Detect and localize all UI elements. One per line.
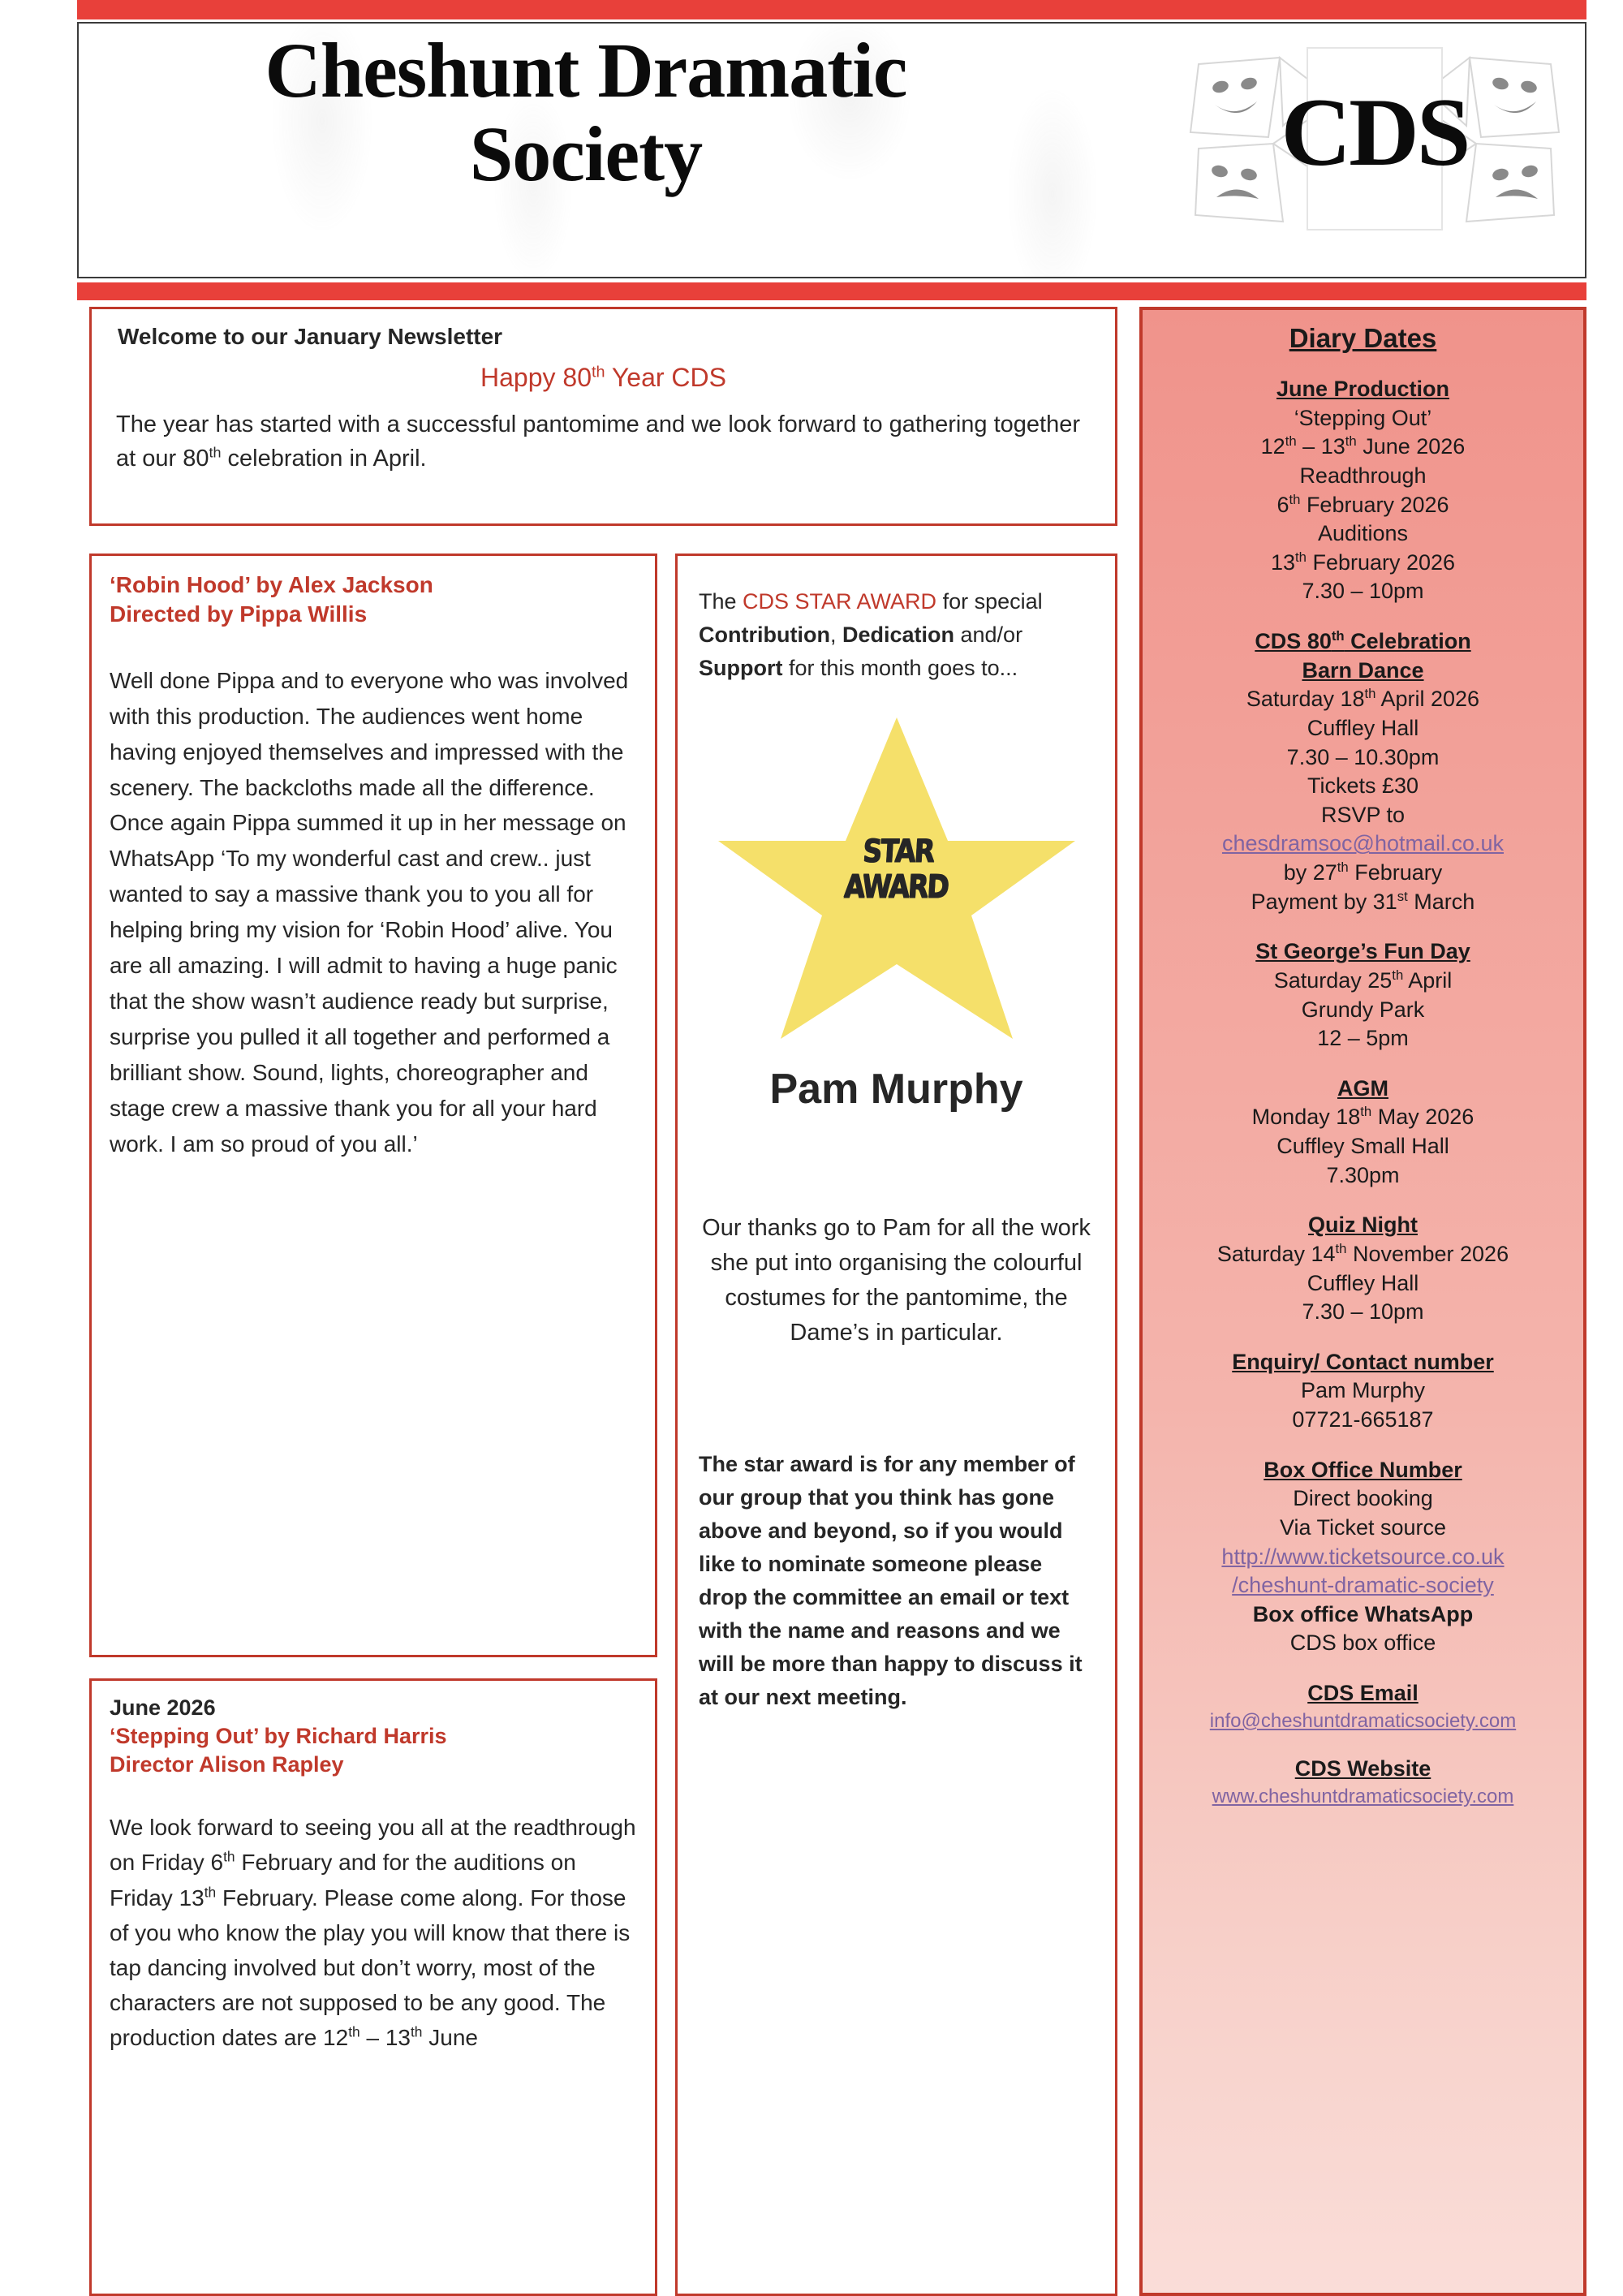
star-intro-dedication: Dedication: [842, 622, 954, 648]
diary-groups: [1154, 375, 1572, 1810]
diary-line-ordinal: th: [1360, 1104, 1372, 1120]
diary-line-post: May 2026: [1371, 1105, 1474, 1130]
diary-line-post: November 2026: [1346, 1241, 1509, 1266]
diary-line: 7.30 – 10.30pm: [1286, 744, 1440, 769]
june-body-part3: February. Please come along. For those of you who know the play you will know that there is tap dancing involved but don’t worry, most of the characters are not supposed to be any good. The production dates are 12: [110, 1885, 631, 2050]
welcome-para-part2: celebration in April.: [221, 446, 427, 472]
diary-heading-post: Celebration: [1344, 629, 1471, 653]
diary-group: [1154, 937, 1572, 1053]
diary-line: [1154, 1103, 1572, 1132]
diary-line: 7.30 – 10pm: [1302, 1299, 1424, 1325]
diary-line-pre: Saturday 18: [1246, 687, 1365, 712]
masthead-bottom-bar: [77, 282, 1586, 300]
diary-line-pre: by 27: [1283, 860, 1337, 885]
diary-line: RSVP to: [1320, 802, 1406, 827]
diary-line: Cuffley Small Hall: [1276, 1134, 1449, 1158]
diary-line-pre: 12: [1260, 434, 1285, 459]
diary-group: [1154, 1755, 1572, 1809]
diary-line: 7.30pm: [1326, 1162, 1400, 1187]
robin-hood-heading-line1: ‘Robin Hood’ by Alex Jackson: [110, 572, 433, 597]
diary-line: Cuffley Hall: [1307, 715, 1419, 740]
star-label-line2: AWARD: [842, 867, 949, 905]
diary-group: [1154, 1348, 1572, 1435]
star-intro-contribution: Contribution: [699, 622, 830, 648]
diary-line-post: February: [1348, 860, 1443, 885]
diary-line-pre: Payment by 31: [1251, 889, 1397, 914]
diary-line: [1154, 967, 1572, 996]
diary-link-row: [1154, 1708, 1572, 1734]
diary-group-heading: AGM: [1337, 1075, 1388, 1101]
diary-line-ordinal: th: [1285, 433, 1297, 450]
diary-group-heading: Quiz Night: [1308, 1213, 1418, 1238]
diary-line: [1154, 859, 1572, 888]
diary-group-heading: June Production: [1276, 377, 1449, 401]
robin-hood-heading-line2: Directed by Pippa Willis: [110, 601, 368, 627]
masthead-inner: [77, 22, 1586, 278]
diary-line: Tickets £30: [1307, 773, 1419, 799]
diary-line-ordinal2: th: [1345, 433, 1357, 450]
diary-line: 12 – 5pm: [1317, 1026, 1409, 1051]
masthead-banner: [77, 0, 1586, 300]
diary-line-ordinal: th: [1289, 491, 1301, 507]
diary-group-heading: CDS Website: [1294, 1756, 1431, 1781]
june-body-part4: – 13: [359, 2024, 411, 2050]
star-intro-part5: for this month goes to...: [782, 656, 1018, 681]
diary-group: [1154, 1456, 1572, 1658]
diary-line-pre: 6: [1276, 492, 1289, 517]
diary-group: [1154, 627, 1572, 916]
page-title: [87, 27, 1085, 197]
star-award-thanks: Our thanks go to Pam for all the work she put into organising the colourful costumes for the pantomime, the Dame’s in particular.: [702, 1215, 1091, 1346]
diary-line: [1154, 1240, 1572, 1269]
robin-hood-heading: [110, 571, 639, 629]
welcome-para-ordinal: th: [209, 444, 222, 461]
diary-group-heading: Enquiry/ Contact number: [1232, 1349, 1494, 1374]
star-award-intro: [699, 585, 1094, 685]
diary-line: 7.30 – 10pm: [1302, 579, 1424, 604]
diary-group: [1154, 1679, 1572, 1734]
diary-group-heading: [1154, 627, 1572, 657]
masthead-title-line1: Cheshunt Dramatic: [265, 27, 907, 114]
star-award-panel: [675, 554, 1117, 2296]
diary-line-post: April: [1403, 967, 1453, 993]
june-production-heading-line2: Director Alison Rapley: [110, 1752, 344, 1777]
diary-line: [1154, 491, 1572, 520]
diary-line-ordinal: th: [1335, 1240, 1347, 1256]
welcome-panel: [89, 307, 1117, 526]
diary-link-row: [1154, 1571, 1572, 1600]
diary-line-pre: Saturday 14: [1216, 1241, 1336, 1266]
diary-line: CDS box office: [1289, 1630, 1436, 1656]
diary-group-heading: Box Office Number: [1264, 1457, 1462, 1482]
star-award-graphic: [718, 703, 1075, 1044]
diary-link[interactable]: http://www.ticketsource.co.uk: [1221, 1544, 1505, 1569]
welcome-happy-ordinal: th: [592, 363, 605, 381]
diary-group: [1154, 375, 1572, 606]
diary-line: Readthrough: [1299, 463, 1427, 488]
welcome-intro: Welcome to our January Newsletter: [118, 324, 503, 349]
diary-group: [1154, 1211, 1572, 1327]
diary-line-ordinal: th: [1337, 859, 1349, 875]
diary-line-post: February 2026: [1300, 492, 1449, 517]
june-body-part1: We look forward to seeing you all at the readthrough on Friday 6: [110, 1815, 636, 1876]
star-intro-part3: ,: [829, 622, 842, 648]
star-intro-support: Support: [699, 656, 783, 681]
diary-line: Via Ticket source: [1279, 1514, 1447, 1540]
diary-line: Grundy Park: [1301, 997, 1425, 1022]
diary-line-ordinal: th: [1364, 686, 1376, 702]
june-production-heading-line1: ‘Stepping Out’ by Richard Harris: [110, 1724, 447, 1749]
diary-dates-title: Diary Dates: [1289, 323, 1437, 353]
diary-line: Cuffley Hall: [1307, 1270, 1419, 1295]
june-body-part5: June: [422, 2024, 478, 2050]
diary-dates-sidebar: [1139, 307, 1586, 2296]
masthead-top-bar: [77, 0, 1586, 19]
welcome-happy-prefix: Happy 80: [480, 363, 592, 392]
june-body-ordinal2: th: [204, 1884, 217, 1901]
diary-line: 07721-665187: [1292, 1407, 1434, 1432]
june-body-ordinal1: th: [223, 1849, 235, 1866]
diary-link-row: [1154, 1543, 1572, 1572]
diary-link[interactable]: /cheshunt-dramatic-society: [1232, 1573, 1494, 1598]
june-production-panel: [89, 1678, 657, 2296]
diary-line-ordinal: th: [1392, 967, 1404, 983]
june-body-ordinal3: th: [348, 2023, 360, 2040]
welcome-anniversary-headline: [110, 363, 1097, 393]
star-award-name: CDS STAR AWARD: [743, 589, 937, 614]
diary-group: [1154, 1075, 1572, 1191]
diary-line-post: April 2026: [1375, 687, 1480, 712]
diary-line: Box office WhatsApp: [1252, 1601, 1474, 1626]
diary-link[interactable]: www.cheshuntdramaticsociety.com: [1212, 1785, 1514, 1807]
diary-line: [1154, 549, 1572, 578]
diary-group-subheading: Barn Dance: [1302, 657, 1424, 683]
diary-line: ‘Stepping Out’: [1294, 405, 1432, 430]
diary-line-mid: – 13: [1296, 434, 1345, 459]
diary-link-row: [1154, 829, 1572, 859]
star-award-winner: Pam Murphy: [769, 1066, 1023, 1114]
star-award-nomination-info: The star award is for any member of our group that you think has gone above and beyond, so if you would like to nominate someone please drop the committee an email or text with the name and reasons and we will be more than happy to discuss it at our next meeting.: [699, 1451, 1083, 1709]
diary-line: Auditions: [1317, 521, 1409, 546]
masthead-title-line2: Society: [469, 110, 703, 197]
star-intro-part2: for special: [936, 589, 1043, 614]
diary-group-heading: St George’s Fun Day: [1255, 939, 1470, 964]
cds-logo: [1184, 41, 1565, 236]
diary-line: [1154, 888, 1572, 917]
diary-link-row: [1154, 1784, 1572, 1810]
cds-logo-text: CDS: [1281, 78, 1469, 186]
robin-hood-panel: [89, 554, 657, 1657]
june-production-body: [110, 1810, 640, 2055]
diary-link[interactable]: info@cheshuntdramaticsociety.com: [1209, 1709, 1517, 1732]
star-award-label: [716, 834, 1077, 904]
diary-line: Pam Murphy: [1300, 1378, 1426, 1403]
june-body-part2: February and for the auditions on Friday 13: [110, 1850, 576, 1910]
diary-line-pre: Monday 18: [1251, 1105, 1361, 1130]
welcome-para-part1: The year has started with a successful pantomime and we look forward to gathering together at our 80: [116, 411, 1081, 472]
diary-line-post: June 2026: [1356, 434, 1466, 459]
welcome-happy-suffix: Year CDS: [605, 363, 726, 392]
star-intro-part1: The: [699, 589, 743, 614]
diary-heading-ordinal: th: [1331, 628, 1345, 644]
diary-line-pre: 13: [1270, 549, 1295, 575]
diary-line-post: March: [1407, 889, 1475, 914]
diary-group-heading: CDS Email: [1307, 1681, 1419, 1705]
robin-hood-body: Well done Pippa and to everyone who was involved with this production. The audiences went home having enjoyed themselves and impressed with the scenery. The backcloths made all the difference. Once again Pippa summed it up in her message on WhatsApp ‘To my wonderful cast and crew.. just wanted to say a massive thank you to you all for helping bring my vision for ‘Robin Hood’ alive. You are all amazing. I will admit to having a huge panic that the show wasn’t audience ready but surprise, surprise you pulled it all together and performed a brilliant show. Sound, lights, choreographer and stage crew a massive thank you for all your hard work. I am so proud of you all.’: [110, 667, 629, 1157]
diary-link[interactable]: chesdramsoc@hotmail.co.uk: [1221, 831, 1505, 856]
diary-heading-pre: CDS 80: [1255, 629, 1332, 653]
june-body-ordinal4: th: [410, 2023, 423, 2040]
diary-line-ordinal: th: [1294, 549, 1307, 565]
diary-line-post: February 2026: [1306, 549, 1456, 575]
diary-line: [1154, 433, 1572, 462]
diary-line: Direct booking: [1293, 1486, 1433, 1511]
star-intro-part4: and/or: [954, 622, 1023, 648]
diary-line-ordinal: st: [1397, 888, 1408, 904]
welcome-paragraph: [116, 407, 1097, 476]
june-production-heading: [110, 1722, 640, 1779]
diary-line: [1154, 685, 1572, 714]
diary-line-pre: Saturday 25: [1273, 967, 1393, 993]
star-label-line1: STAR: [861, 832, 934, 870]
june-production-year: June 2026: [110, 1695, 216, 1720]
